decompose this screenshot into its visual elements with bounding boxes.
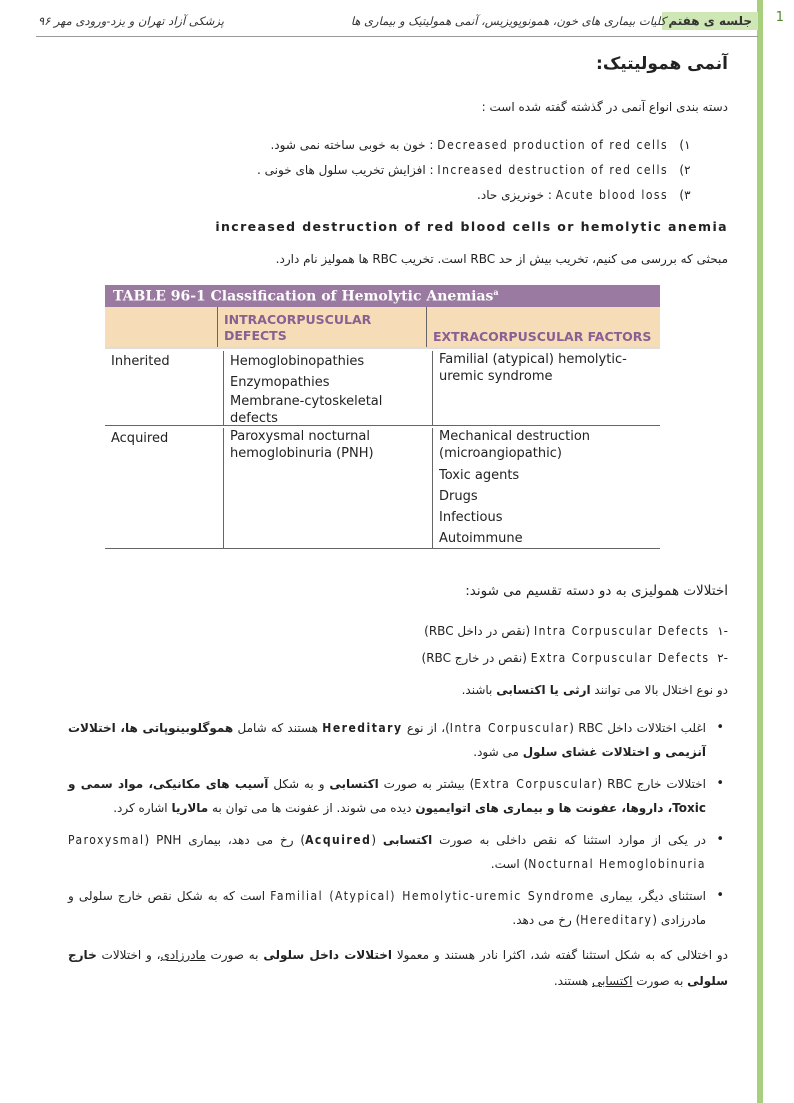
table-header-extra: EXTRACORPUSCULAR FACTORS xyxy=(426,307,660,347)
page-margin-line xyxy=(757,0,763,1103)
defect-types-list xyxy=(422,618,728,672)
bullet-item: • استثنای دیگر، بیماری Familial (Atypical) Hemolytic-uremic Syndrome است که به شکل نقص خارج سلولی و مادرزادی (Hereditary) رخ می دهد. xyxy=(68,884,728,932)
extra-cell: Mechanical destruction (microangiopathic) Toxic agents Drugs Infectious Autoimmune xyxy=(432,428,660,548)
list-item: -۱ Intra Corpuscular Defects (نقص در داخل RBC) xyxy=(424,624,728,638)
page-number: 1 xyxy=(775,10,784,25)
header-title: کلیات بیماری های خون، همونوپویزیس، آنمی همولیتیک و بیماری ها xyxy=(350,14,666,28)
list-item: ۲) Increased destruction of red cells : افزایش تخریب سلول های خونی . xyxy=(257,163,691,177)
list-item: -۲ Extra Corpuscular Defects (نقص در خارج RBC) xyxy=(421,651,728,665)
english-subheading: increased destruction of red blood cells or hemolytic anemia xyxy=(215,219,728,234)
paragraph-hemolysis: مبحثی که بررسی می کنیم، تخریب بیش از حد RBC است. تخریب RBC ها همولیز نام دارد. xyxy=(275,252,728,266)
section-2-heading: اختلالات همولیزی به دو دسته تقسیم می شوند: xyxy=(465,583,728,599)
classification-table xyxy=(105,285,660,549)
row-label: Inherited xyxy=(111,354,170,369)
intra-cell: Paroxysmal nocturnal hemoglobinuria (PNH) xyxy=(223,428,432,548)
intro-text: دسته بندی انواع آنمی در گذشته گفته شده است : xyxy=(481,100,728,114)
table-header-row xyxy=(105,307,660,349)
section-heading: آنمی همولیتیک: xyxy=(596,54,728,74)
paragraph-inherited-acquired: دو نوع اختلال بالا می توانند ارثی یا اکتسابی باشند. xyxy=(461,683,728,697)
table-header-intra: INTRACORPUSCULAR DEFECTS xyxy=(217,307,426,347)
table-header-empty xyxy=(105,307,217,347)
bullet-item: • اختلالات خارج RBC (Extra Corpuscular) بیشتر به صورت اکتسابی و به شکل آسیب های مکانیکی، مواد سمی و Toxic، داروها، عفونت ها و بیماری های اتوایمیون دیده می شوند. از عفونت ها می توان به مالاریا اشاره کرد. xyxy=(68,772,728,820)
bullet-item: • در یکی از موارد استثنا که نقص داخلی به صورت اکتسابی (Acquired) رخ می دهد، بیماری PNH (Paroxysmal Nocturnal Hemoglobinuria) است. xyxy=(68,828,728,876)
list-item: ۱) Decreased production of red cells : خون به خوبی ساخته نمی شود. xyxy=(270,138,691,152)
row-label: Acquired xyxy=(111,431,169,446)
bullet-item: • اغلب اختلالات داخل RBC (Intra Corpuscular)، از نوع Hereditary هستند که شامل هموگلوبینوپاتی ها، اختلالات آنزیمی و اختلالات غشای سلول می شود. xyxy=(68,716,728,764)
header-rule xyxy=(36,36,758,37)
intra-cell: Hemoglobinopathies Enzymopathies Membrane-cytoskeletal defects xyxy=(223,351,432,425)
list-item: ۳) Acute blood loss : خونریزی حاد. xyxy=(477,188,691,202)
extra-cell: Familial (atypical) hemolytic-uremic syndrome xyxy=(432,351,660,425)
closing-paragraph: دو اختلالی که به شکل استثنا گفته شد، اکثرا نادر هستند و معمولا اختلالات داخل سلولی به صورت مادرزادی، و اختلالات خارج سلولی به صورت اکتسابی هستند. xyxy=(68,948,729,988)
session-tag: جلسه ی هفتم xyxy=(662,12,758,30)
table-row xyxy=(105,349,660,426)
table-row xyxy=(105,426,660,549)
table-title: TABLE 96-1 Classification of Hemolytic Anemias$^a$ xyxy=(105,285,660,307)
page-header xyxy=(38,8,758,34)
header-university: پزشکی آزاد تهران و یزد-ورودی مهر ۹۶ xyxy=(38,14,224,28)
anemia-categories-list xyxy=(138,133,698,208)
bullet-list xyxy=(68,716,728,940)
